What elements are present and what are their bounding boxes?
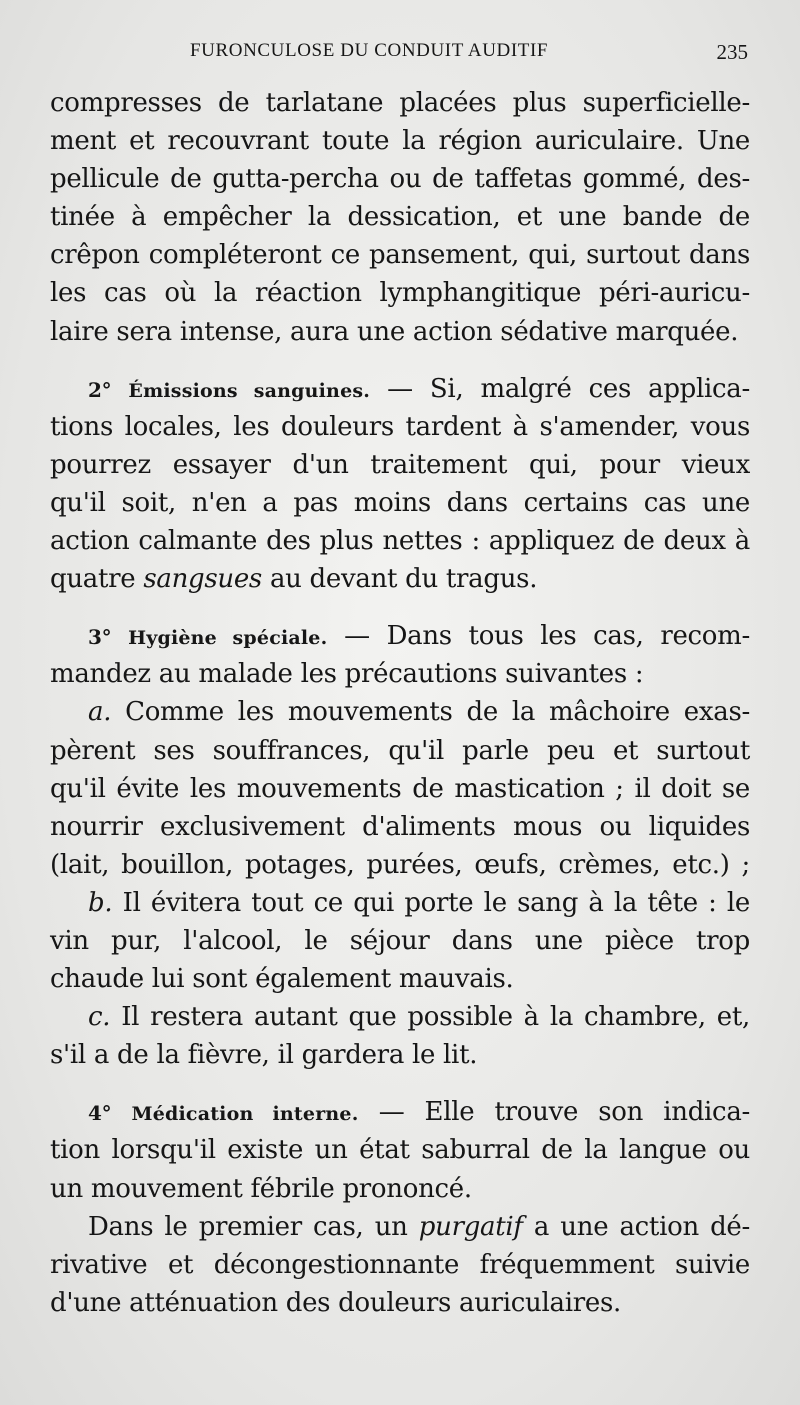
section-4-first-line [50, 1093, 750, 1131]
text-run: — Dans tous les cas, recom- [327, 621, 751, 652]
section-2-heading: Émissions sanguines. [128, 379, 371, 402]
text-line: nourrir exclusivement d'aliments mous ou liquides [50, 811, 750, 842]
text-line: qu'il soit, n'en a pas moins dans certains cas une [50, 487, 750, 518]
text-line: ment et recouvrant toute la région auriculaire. Une [50, 126, 750, 157]
text-line: action calmante des plus nettes : appliquez de deux à [50, 526, 750, 557]
section-2-number: 2° [88, 377, 112, 402]
item-c-first-line [50, 998, 750, 1036]
body-text [50, 84, 750, 1322]
text-line: un mouvement fébrile prononcé. [50, 1173, 472, 1204]
item-a-first-line [50, 693, 750, 731]
text-line: pellicule de gutta-percha ou de taffetas gommé, des- [50, 164, 750, 195]
text-line: (lait, bouillon, potages, purées, œufs, crèmes, etc.) ; [50, 849, 750, 880]
running-head-title: FURONCULOSE DU CONDUIT AUDITIF [190, 40, 549, 61]
text-run: au devant du tragus. [261, 564, 538, 595]
text-line: pourrez essayer d'un traitement qui, pour vieux [50, 449, 750, 480]
text-run: — Si, malgré ces applica- [370, 373, 750, 404]
text-line: d'une atténuation des douleurs auriculaires. [50, 1287, 621, 1318]
italic-term: sangsues [143, 564, 262, 595]
text-line: qu'il évite les mouvements de mastication ; il doit se [50, 773, 750, 804]
section-3-first-line [50, 617, 750, 655]
text-line: tion lorsqu'il existe un état saburral de la langue ou [50, 1135, 750, 1166]
text-run: quatre [50, 564, 144, 595]
item-letter: a. [88, 697, 112, 728]
text-run: a une action dé- [522, 1211, 750, 1242]
text-line: compresses de tarlatane placées plus superficielle- [50, 88, 750, 118]
item-letter: b. [88, 887, 113, 918]
text-line: tinée à empêcher la dessication, et une bande de [50, 202, 750, 233]
section-4-number: 4° [88, 1101, 112, 1126]
section-4-heading: Médication interne. [131, 1103, 359, 1126]
item-letter: c. [88, 1002, 111, 1033]
italic-term: purgatif [418, 1211, 523, 1242]
item-b-first-line [50, 884, 750, 922]
text-line: pèrent ses souffrances, qu'il parle peu et surtout [50, 735, 750, 766]
paragraph-first-line [50, 1208, 750, 1246]
section-2-first-line [50, 370, 750, 408]
text-line: laire sera intense, aura une action sédative marquée. [50, 316, 739, 347]
section-3-number: 3° [88, 625, 112, 650]
text-line: chaude lui sont également mauvais. [50, 964, 514, 995]
section-3-heading: Hygiène spéciale. [128, 627, 328, 650]
page-number: 235 [716, 40, 748, 64]
text-line: crêpon compléteront ce pansement, qui, surtout dans [50, 240, 750, 271]
text-line: mandez au malade les précautions suivantes : [50, 659, 644, 690]
running-head [50, 40, 750, 74]
text-run: Il restera autant que possible à la chambre, et, [110, 1002, 750, 1033]
text-run: Dans le premier cas, un [88, 1211, 419, 1242]
text-run: Comme les mouvements de la mâchoire exas- [111, 697, 750, 728]
text-line: rivative et décongestionnante fréquemment suivie [50, 1249, 750, 1280]
text-run: — Elle trouve son indica- [358, 1097, 751, 1128]
text-line: les cas où la réaction lymphangitique péri-auricu- [50, 278, 750, 309]
text-line: s'il a de la fièvre, il gardera le lit. [50, 1040, 478, 1071]
text-line [50, 560, 750, 598]
text-line: tions locales, les douleurs tardent à s'amender, vous [50, 411, 750, 442]
text-run: Il évitera tout ce qui porte le sang à la tête : le [112, 887, 750, 918]
text-line: vin pur, l'alcool, le séjour dans une pièce trop [50, 925, 750, 956]
